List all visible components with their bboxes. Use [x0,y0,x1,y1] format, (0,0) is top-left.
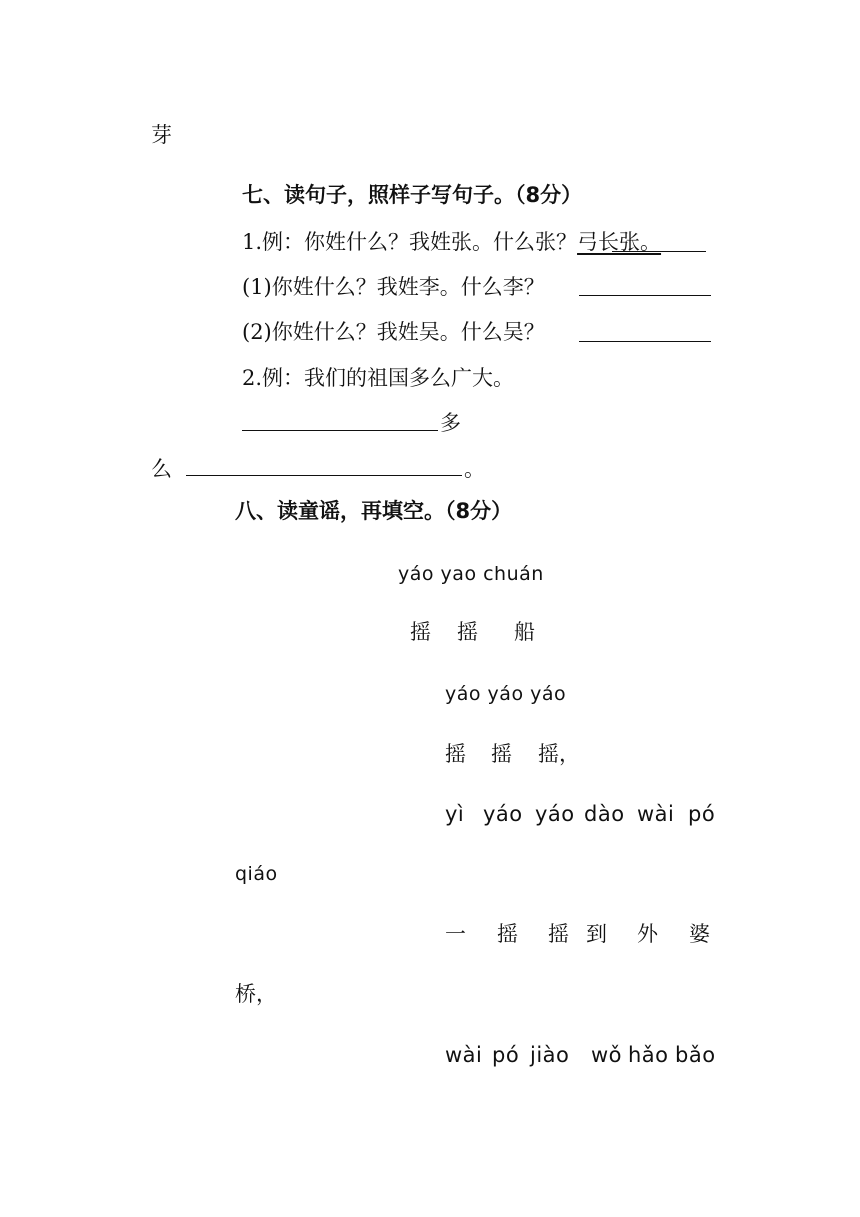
carry-over-char: 芽 [151,123,172,147]
line3-pinyin-5: hǎo [628,1043,669,1067]
line2-pinyin-6: pó [688,802,716,826]
q1-item1: (1)你姓什么？我姓李。什么李？ [242,275,545,299]
line2-pinyin-wrap: qiáo [235,863,278,885]
q2-example: 2.例：我们的祖国多么广大。 [242,366,515,390]
line3-pinyin-6: bǎo [675,1043,716,1067]
line2-pinyin-4: dào [584,802,625,826]
line3-pinyin-4: wǒ [591,1043,623,1067]
q1-item1-blank[interactable] [579,295,711,296]
line2-char-2: 摇 [497,922,518,946]
q1-item2: (2)你姓什么？我姓吴。什么吴？ [242,320,545,344]
poem-title-char-2: 摇 [457,620,478,644]
line1-char-2: 摇 [491,742,512,766]
line3-pinyin-3: jiào [530,1043,570,1067]
line2-char-6: 婆 [689,922,710,946]
line1-pinyin: yáo yáo yáo [445,683,567,705]
q2-me: 么 [151,457,172,481]
q2-end-mark: 。 [464,457,485,481]
line2-char-wrap: 桥， [235,982,277,1006]
q1-example-text: 1.例：你姓什么？我姓张。什么张？ [242,230,578,254]
line2-pinyin-5: wài [637,802,675,826]
line1-char-3: 摇， [538,742,580,766]
q1-item2-blank[interactable] [579,341,711,342]
q1-example-answer: 弓长张。 [577,230,662,254]
line1-char-1: 摇 [445,742,466,766]
line3-pinyin-2: pó [492,1043,520,1067]
poem-title-char-3: 船 [514,620,535,644]
q1-example [242,228,661,256]
poem-title-char-1: 摇 [410,620,431,644]
section8-heading: 八、读童谣，再填空。（8分） [235,499,513,523]
line2-char-3: 摇 [548,922,569,946]
line2-char-1: 一 [445,922,466,946]
poem-title-pinyin: yáo yao chuán [398,563,544,585]
line2-pinyin-2: yáo [483,802,523,826]
q2-blank-1[interactable] [242,430,438,431]
q2-duo: 多 [440,411,461,435]
line2-char-4: 到 [586,922,607,946]
line3-pinyin-1: wài [445,1043,483,1067]
line2-pinyin-3: yáo [535,802,575,826]
line2-char-5: 外 [637,922,658,946]
line2-pinyin-1: yì [445,802,465,826]
section7-heading: 七、读句子，照样子写句子。（8分） [242,183,583,207]
q1-example-answer-underline [612,251,706,252]
q2-blank-2[interactable] [186,475,462,476]
